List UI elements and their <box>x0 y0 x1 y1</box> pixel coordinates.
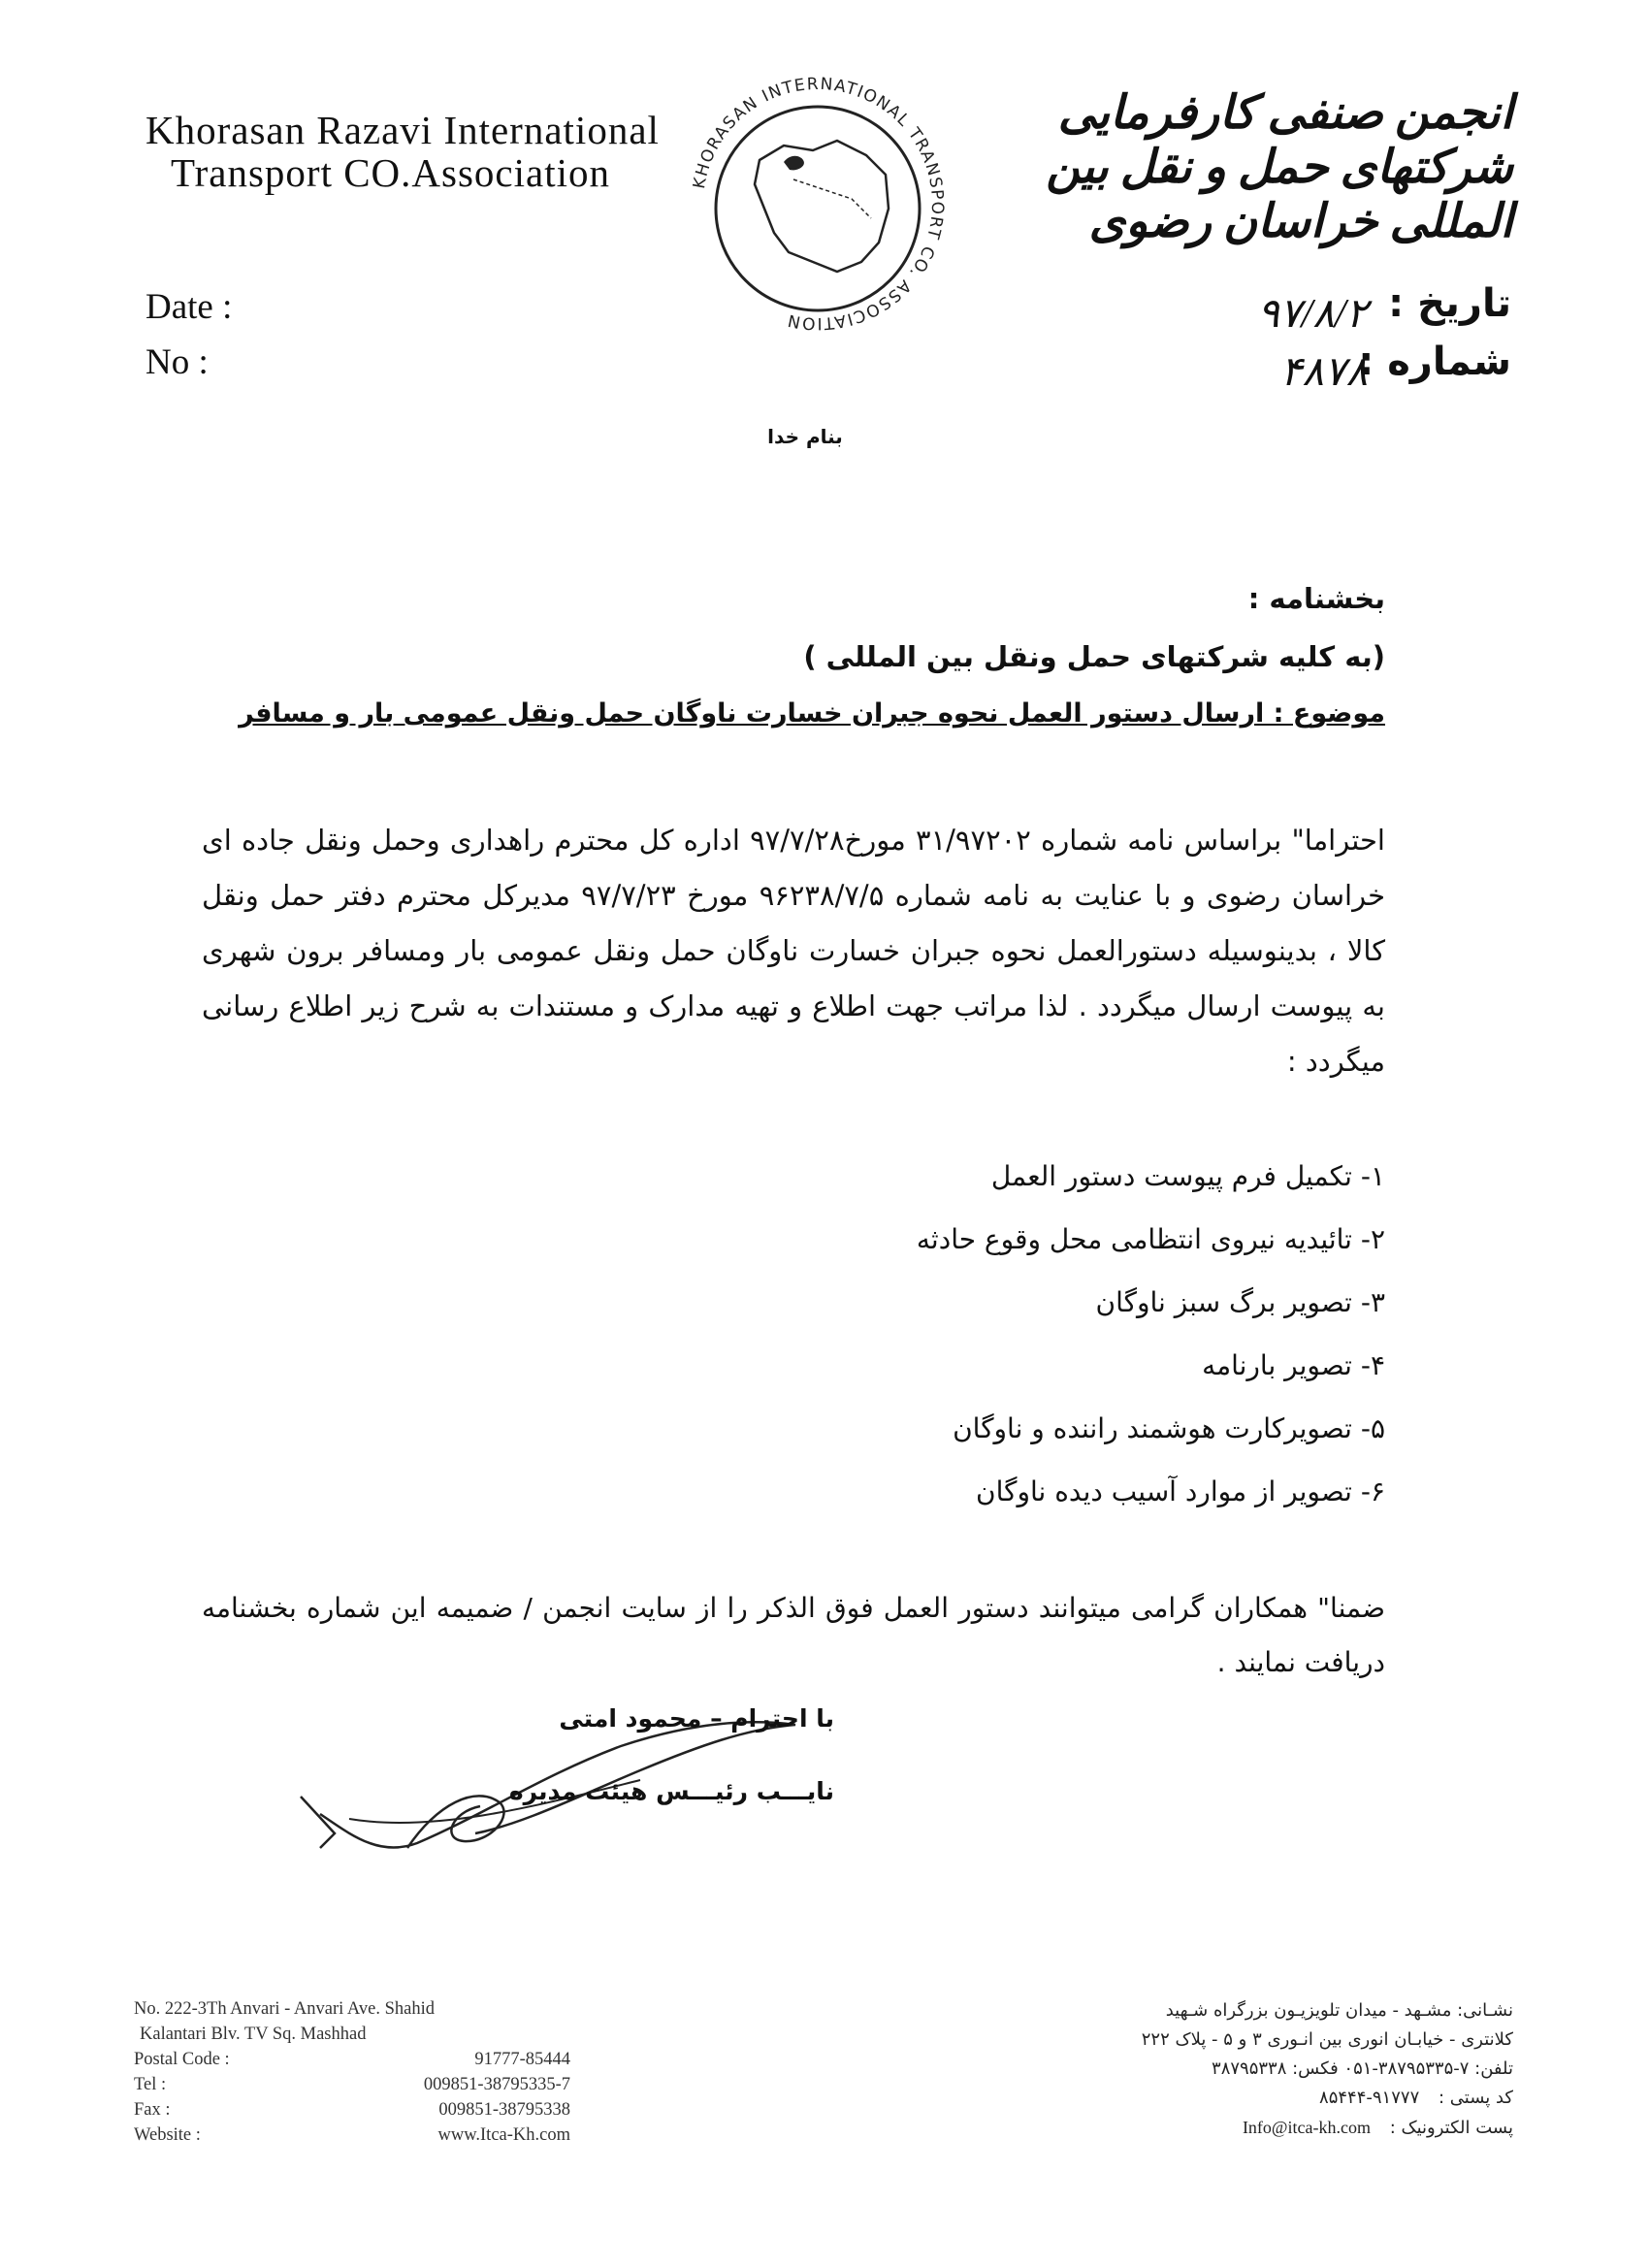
list-item: ۲- تائیدیه نیروی انتظامی محل وقوع حادثه <box>916 1223 1385 1255</box>
footer-fa-phone: تلفن: ۷-۳۸۷۹۵۳۳۵-۰۵۱ فکس: ۳۸۷۹۵۳۳۸ <box>1212 2058 1513 2079</box>
footer-address-line1: No. 222-3Th Anvari - Anvari Ave. Shahid <box>134 1999 436 2019</box>
footer-fax-value: 009851-38795338 <box>438 2100 570 2120</box>
date-value: ۹۷/۸/۲ <box>1257 292 1368 337</box>
footer-contact-en <box>134 1996 570 2148</box>
footer-tel-label: Tel : <box>134 2075 167 2094</box>
iran-map-seal-icon <box>667 53 968 354</box>
footer-fa-postal-row <box>1067 2084 1513 2113</box>
note-paragraph: ضمنا" همکاران گرامی میتوانند دستور العمل فوق الذکر را از سایت انجمن / ضمیمه این شماره بخشنامه دریافت نمایند . <box>202 1592 1385 1678</box>
number-label-en: No : <box>146 342 209 382</box>
footer-website-label: Website : <box>134 2125 201 2145</box>
date-label-fa: تاریخ : <box>1388 281 1511 326</box>
list-item: ۴- تصویر بارنامه <box>1202 1349 1385 1381</box>
footer-fa-email-label: پست الکترونیک : <box>1389 2118 1513 2138</box>
footer-postal-label: Postal Code : <box>134 2050 230 2069</box>
footer-fa-postal-label: کد پستی : <box>1438 2088 1513 2108</box>
footer-address-line2: Kalantari Blv. TV Sq. Mashhad <box>140 2025 367 2044</box>
footer-tel-row <box>134 2072 570 2097</box>
list-item: ۳- تصویر برگ سبز ناوگان <box>1095 1286 1385 1318</box>
org-name-en-line1: Khorasan Razavi International <box>146 108 660 152</box>
list-item: ۵- تصویرکارت هوشمند راننده و ناوگان <box>953 1412 1385 1444</box>
footer-website-row <box>134 2122 570 2148</box>
footer-fa-address-line1: نشـانی: مشـهد - میدان تلویزیـون بزرگراه شـهید <box>1165 2000 1513 2021</box>
list-item: ۶- تصویر از موارد آسیب دیده ناوگان <box>976 1475 1385 1507</box>
date-label-en: Date : <box>146 287 233 327</box>
footer-postal-row <box>134 2047 570 2072</box>
org-name-fa: انجمن صنفی کارفرمایی شرکتهای حمل و نقل بین المللی خراسان رضوی <box>1046 87 1513 247</box>
footer-fax-row <box>134 2097 570 2122</box>
footer-fa-postal-value: ۹۱۷۷۷-۸۵۴۴۴ <box>1319 2088 1420 2108</box>
body-paragraph: احتراما" براساس نامه شماره ۳۱/۹۷۲۰۲ مورخ۹۷/۷/۲۸ اداره کل محترم راهداری وحمل ونقل جاده ای خراسان رضوی و با عنایت به نامه شماره ۹۶۲۳۸/۷/۵ مورخ ۹۷/۷/۲۳ مدیرکل محترم دفتر حمل ونقل کالا ، بدینوسیله دستورالعمل نحوه جبران خسارت ناوگان حمل ونقل عمومی بار ومسافر برون شهری به پیوست ارسال میگردد . لذا مراتب جهت اطلاع و تهیه مدارک و مستندات به شرح زیر اطلاع رسانی میگردد : <box>202 824 1386 1078</box>
footer-fa-email-row <box>1067 2113 1513 2143</box>
circular-title: بخشنامه : <box>1247 582 1385 615</box>
logo-ring-text: KHORASAN INTERNATIONAL TRANSPORT CO. ASSOCIATION <box>690 74 948 334</box>
letter-number-value: ۴۸۷۸ <box>1279 350 1368 395</box>
signatory-title: نایـــب رئیـــس هیئت مدیره <box>508 1777 834 1805</box>
footer-tel-value: 009851-38795335-7 <box>423 2075 570 2094</box>
org-name-en-line2: Transport CO.Association <box>171 150 610 195</box>
subject-line: موضوع : ارسال دستور العمل نحوه جبران خسارت ناوگان حمل ونقل عمومی بار و مسافر <box>239 698 1385 729</box>
svg-text:KHORASAN INTERNATIONAL TRANSPO <box>690 75 947 333</box>
footer-fa-address-line2: کلانتری - خیابـان انوری بین انـوری ۳ و ۵ - پلاک ۲۲۲ <box>1141 2029 1513 2050</box>
footer-website-link[interactable]: www.Itca-Kh.com <box>437 2125 570 2145</box>
footer-email-link[interactable]: Info@itca-kh.com <box>1242 2118 1371 2137</box>
org-name-en <box>146 109 660 194</box>
list-item: ۱- تکمیل فرم پیوست دستور العمل <box>990 1160 1385 1192</box>
footer-fax-label: Fax : <box>134 2100 171 2120</box>
footer-postal-value: 91777-85444 <box>474 2050 570 2069</box>
invocation: بنام خدا <box>767 425 843 448</box>
number-label-fa: شماره : <box>1358 340 1511 384</box>
footer-contact-fa <box>1067 1996 1513 2143</box>
signature-closing: با احترام – محمود امتی <box>559 1704 834 1733</box>
required-documents-list <box>202 1145 1385 1523</box>
recipients: (به کلیه شرکتهای حمل ونقل بین المللی ) <box>803 640 1385 673</box>
